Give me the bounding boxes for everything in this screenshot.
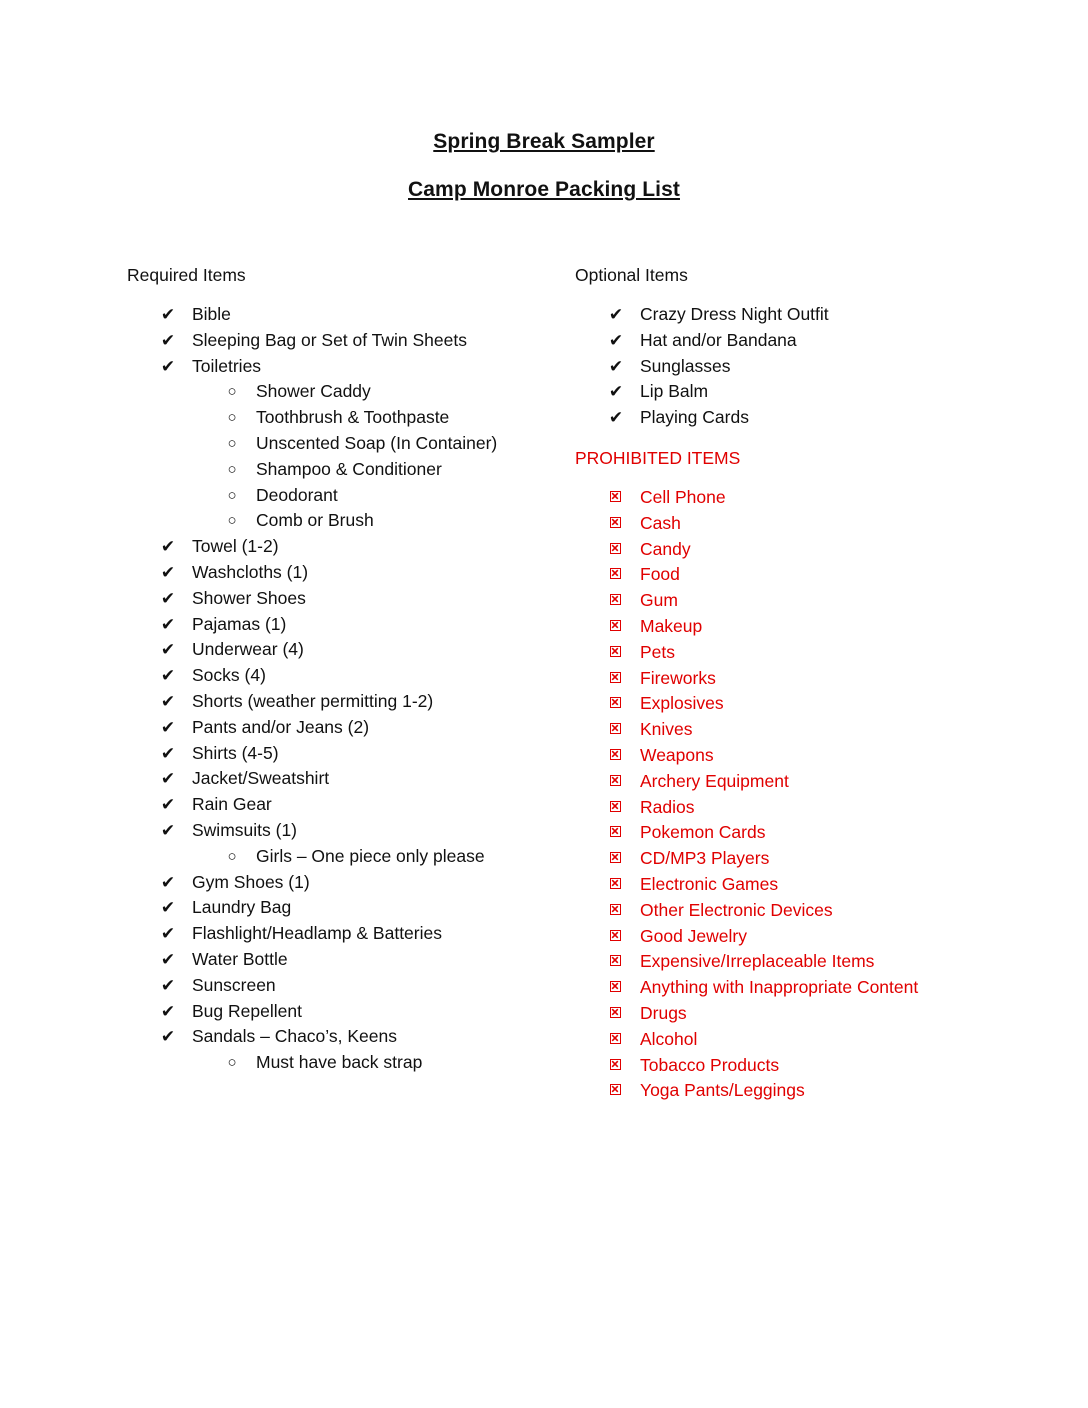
x-box-shape bbox=[610, 852, 621, 863]
x-box-shape bbox=[610, 568, 621, 579]
list-item-label: Lip Balm bbox=[640, 381, 709, 402]
checkmark-icon: ✔ bbox=[160, 924, 176, 944]
x-box-shape bbox=[610, 620, 621, 631]
x-box-shape bbox=[610, 646, 621, 657]
list-item-label: Yoga Pants/Leggings bbox=[640, 1080, 805, 1101]
x-box-shape bbox=[610, 672, 621, 683]
hollow-circle-bullet-icon: ○ bbox=[227, 460, 237, 478]
prohibited-item bbox=[575, 1027, 1075, 1053]
optional-item bbox=[575, 379, 1075, 405]
list-item-label: Laundry Bag bbox=[192, 897, 292, 918]
checkmark-icon: ✔ bbox=[160, 614, 176, 634]
checkmark-icon: ✔ bbox=[608, 382, 624, 402]
list-item-label: Comb or Brush bbox=[256, 510, 374, 531]
checkmark-icon: ✔ bbox=[160, 795, 176, 815]
optional-item bbox=[575, 328, 1075, 354]
x-box-shape bbox=[610, 955, 621, 966]
checkmark-icon: ✔ bbox=[160, 330, 176, 350]
x-box-shape bbox=[610, 723, 621, 734]
hollow-circle-bullet-icon: ○ bbox=[227, 409, 237, 427]
list-item-label: Explosives bbox=[640, 693, 724, 714]
prohibited-item bbox=[575, 795, 1075, 821]
required-item bbox=[127, 612, 567, 638]
checkmark-icon: ✔ bbox=[160, 356, 176, 376]
required-subitem bbox=[127, 483, 567, 509]
x-box-shape bbox=[610, 1033, 621, 1044]
required-subitem bbox=[127, 844, 567, 870]
list-item-label: Sunscreen bbox=[192, 974, 276, 995]
prohibited-item bbox=[575, 1078, 1075, 1104]
required-item bbox=[127, 302, 567, 328]
document-title: Spring Break Sampler bbox=[433, 130, 655, 153]
list-item-label: Shower Caddy bbox=[256, 381, 371, 402]
list-item-label: Toiletries bbox=[192, 355, 262, 376]
prohibited-item bbox=[575, 717, 1075, 743]
x-box-shape bbox=[610, 930, 621, 941]
checkmark-icon: ✔ bbox=[160, 562, 176, 582]
checkmark-icon: ✔ bbox=[160, 691, 176, 711]
checkmark-icon: ✔ bbox=[160, 666, 176, 686]
required-subitem bbox=[127, 405, 567, 431]
prohibited-item bbox=[575, 949, 1075, 975]
required-subitem bbox=[127, 379, 567, 405]
x-box-shape bbox=[610, 981, 621, 992]
required-subitem bbox=[127, 457, 567, 483]
x-box-shape bbox=[610, 1007, 621, 1018]
prohibited-item bbox=[575, 691, 1075, 717]
required-item bbox=[127, 766, 567, 792]
required-item bbox=[127, 895, 567, 921]
list-item-label: Other Electronic Devices bbox=[640, 899, 833, 920]
hollow-circle-bullet-icon: ○ bbox=[227, 1054, 237, 1072]
prohibited-item bbox=[575, 614, 1075, 640]
list-item-label: Water Bottle bbox=[192, 948, 288, 969]
required-item bbox=[127, 560, 567, 586]
prohibited-item bbox=[575, 769, 1075, 795]
prohibited-item bbox=[575, 588, 1075, 614]
x-box-shape bbox=[610, 543, 621, 554]
list-item-label: Rain Gear bbox=[192, 794, 272, 815]
list-item-label: Anything with Inappropriate Content bbox=[640, 977, 919, 998]
list-item-label: Gym Shoes (1) bbox=[192, 871, 310, 892]
prohibited-item bbox=[575, 562, 1075, 588]
required-items-list bbox=[127, 302, 567, 1076]
x-box-shape bbox=[610, 491, 621, 502]
checkmark-icon: ✔ bbox=[160, 769, 176, 789]
list-item-label: Sleeping Bag or Set of Twin Sheets bbox=[192, 329, 467, 350]
prohibited-items-heading: PROHIBITED ITEMS bbox=[575, 447, 741, 468]
x-box-shape bbox=[610, 749, 621, 760]
optional-items-column bbox=[575, 262, 1075, 1104]
hollow-circle-bullet-icon: ○ bbox=[227, 512, 237, 530]
list-item-label: Underwear (4) bbox=[192, 639, 304, 660]
list-item-label: Unscented Soap (In Container) bbox=[256, 432, 498, 453]
list-item-label: Good Jewelry bbox=[640, 925, 747, 946]
list-item-label: Washcloths (1) bbox=[192, 561, 309, 582]
checkmark-icon: ✔ bbox=[160, 872, 176, 892]
checkmark-icon: ✔ bbox=[160, 717, 176, 737]
optional-items-list bbox=[575, 302, 1075, 431]
list-item-label: Deodorant bbox=[256, 484, 338, 505]
checkmark-icon: ✔ bbox=[160, 588, 176, 608]
x-box-shape bbox=[610, 801, 621, 812]
x-box-shape bbox=[610, 826, 621, 837]
required-item bbox=[127, 947, 567, 973]
list-item-label: Candy bbox=[640, 538, 691, 559]
checkmark-icon: ✔ bbox=[608, 356, 624, 376]
checkmark-icon: ✔ bbox=[160, 1027, 176, 1047]
required-item bbox=[127, 870, 567, 896]
required-item bbox=[127, 534, 567, 560]
x-box-shape bbox=[610, 697, 621, 708]
checkmark-icon: ✔ bbox=[160, 640, 176, 660]
list-item-label: Cell Phone bbox=[640, 486, 726, 507]
list-item-label: Archery Equipment bbox=[640, 770, 789, 791]
x-box-shape bbox=[610, 1084, 621, 1095]
required-items-column bbox=[127, 262, 567, 1076]
list-item-label: Pets bbox=[640, 641, 676, 662]
list-item-label: Shirts (4-5) bbox=[192, 742, 279, 763]
prohibited-item bbox=[575, 511, 1075, 537]
checkmark-icon: ✔ bbox=[608, 408, 624, 428]
list-item-label: Electronic Games bbox=[640, 873, 779, 894]
list-item-label: Cash bbox=[640, 512, 681, 533]
list-item-label: Sunglasses bbox=[640, 355, 731, 376]
checkmark-icon: ✔ bbox=[160, 949, 176, 969]
required-item bbox=[127, 973, 567, 999]
list-item-label: Pokemon Cards bbox=[640, 822, 766, 843]
hollow-circle-bullet-icon: ○ bbox=[227, 486, 237, 504]
required-item bbox=[127, 741, 567, 767]
checkmark-icon: ✔ bbox=[160, 898, 176, 918]
hollow-circle-bullet-icon: ○ bbox=[227, 383, 237, 401]
required-item bbox=[127, 663, 567, 689]
prohibited-item bbox=[575, 537, 1075, 563]
optional-item bbox=[575, 302, 1075, 328]
prohibited-item bbox=[575, 1053, 1075, 1079]
prohibited-item bbox=[575, 1001, 1075, 1027]
list-item-label: Makeup bbox=[640, 615, 703, 636]
prohibited-item bbox=[575, 666, 1075, 692]
list-item-label: Toothbrush & Toothpaste bbox=[256, 407, 450, 428]
list-item-label: Knives bbox=[640, 719, 693, 740]
prohibited-item bbox=[575, 485, 1075, 511]
list-item-label: Shampoo & Conditioner bbox=[256, 458, 442, 479]
list-item-label: Towel (1-2) bbox=[192, 536, 279, 557]
checkmark-icon: ✔ bbox=[160, 975, 176, 995]
list-item-label: Expensive/Irreplaceable Items bbox=[640, 951, 875, 972]
list-item-label: Shorts (weather permitting 1-2) bbox=[192, 690, 434, 711]
list-item-label: Girls – One piece only please bbox=[256, 845, 485, 866]
list-item-label: Bible bbox=[192, 304, 231, 324]
list-item-label: Swimsuits (1) bbox=[192, 819, 298, 840]
required-item bbox=[127, 637, 567, 663]
prohibited-item bbox=[575, 975, 1075, 1001]
prohibited-items-list bbox=[575, 485, 1075, 1104]
required-item bbox=[127, 1024, 567, 1050]
optional-item bbox=[575, 405, 1075, 431]
list-item-label: Socks (4) bbox=[192, 665, 266, 686]
list-item-label: Fireworks bbox=[640, 667, 716, 688]
optional-items-heading: Optional Items bbox=[575, 265, 688, 285]
x-box-shape bbox=[610, 904, 621, 915]
list-item-label: CD/MP3 Players bbox=[640, 848, 770, 869]
checkmark-icon: ✔ bbox=[160, 537, 176, 557]
checkmark-icon: ✔ bbox=[160, 305, 176, 324]
checkmark-icon: ✔ bbox=[160, 820, 176, 840]
list-item-label: Sandals – Chaco’s, Keens bbox=[192, 1026, 397, 1047]
required-subitem bbox=[127, 431, 567, 457]
list-item-label: Gum bbox=[640, 590, 678, 611]
prohibited-item bbox=[575, 898, 1075, 924]
x-box-shape bbox=[610, 594, 621, 605]
hollow-circle-bullet-icon: ○ bbox=[227, 847, 237, 865]
list-item-label: Shower Shoes bbox=[192, 587, 306, 608]
list-item-label: Drugs bbox=[640, 1002, 687, 1023]
checkmark-icon: ✔ bbox=[160, 1001, 176, 1021]
list-item-label: Alcohol bbox=[640, 1028, 698, 1049]
checkmark-icon: ✔ bbox=[160, 743, 176, 763]
prohibited-item bbox=[575, 820, 1075, 846]
required-item bbox=[127, 999, 567, 1025]
list-item-label: Pants and/or Jeans (2) bbox=[192, 716, 370, 737]
prohibited-item bbox=[575, 872, 1075, 898]
x-box-shape bbox=[610, 878, 621, 889]
required-item bbox=[127, 689, 567, 715]
list-item-label: Jacket/Sweatshirt bbox=[192, 768, 330, 789]
prohibited-item bbox=[575, 743, 1075, 769]
prohibited-item bbox=[575, 924, 1075, 950]
required-item bbox=[127, 792, 567, 818]
checkmark-icon: ✔ bbox=[608, 330, 624, 350]
list-item-label: Bug Repellent bbox=[192, 1000, 302, 1021]
list-item-label: Crazy Dress Night Outfit bbox=[640, 304, 829, 324]
document-subtitle: Camp Monroe Packing List bbox=[408, 178, 680, 201]
checkmark-icon: ✔ bbox=[608, 305, 624, 324]
prohibited-item bbox=[575, 846, 1075, 872]
required-item bbox=[127, 586, 567, 612]
required-item bbox=[127, 328, 567, 354]
required-items-heading: Required Items bbox=[127, 265, 246, 285]
list-item-label: Tobacco Products bbox=[640, 1054, 780, 1075]
list-item-label: Radios bbox=[640, 796, 695, 817]
x-box-shape bbox=[610, 1059, 621, 1070]
list-item-label: Food bbox=[640, 564, 680, 585]
list-item-label: Must have back strap bbox=[256, 1052, 423, 1073]
optional-item bbox=[575, 354, 1075, 380]
list-item-label: Weapons bbox=[640, 744, 714, 765]
x-box-shape bbox=[610, 775, 621, 786]
x-box-shape bbox=[610, 517, 621, 528]
list-item-label: Hat and/or Bandana bbox=[640, 329, 797, 350]
hollow-circle-bullet-icon: ○ bbox=[227, 434, 237, 452]
required-item bbox=[127, 921, 567, 947]
required-subitem bbox=[127, 508, 567, 534]
required-subitem bbox=[127, 1050, 567, 1076]
list-item-label: Flashlight/Headlamp & Batteries bbox=[192, 923, 442, 944]
required-item bbox=[127, 818, 567, 844]
list-item-label: Pajamas (1) bbox=[192, 613, 287, 634]
required-item bbox=[127, 354, 567, 380]
list-item-label: Playing Cards bbox=[640, 407, 749, 428]
prohibited-item bbox=[575, 640, 1075, 666]
required-item bbox=[127, 715, 567, 741]
